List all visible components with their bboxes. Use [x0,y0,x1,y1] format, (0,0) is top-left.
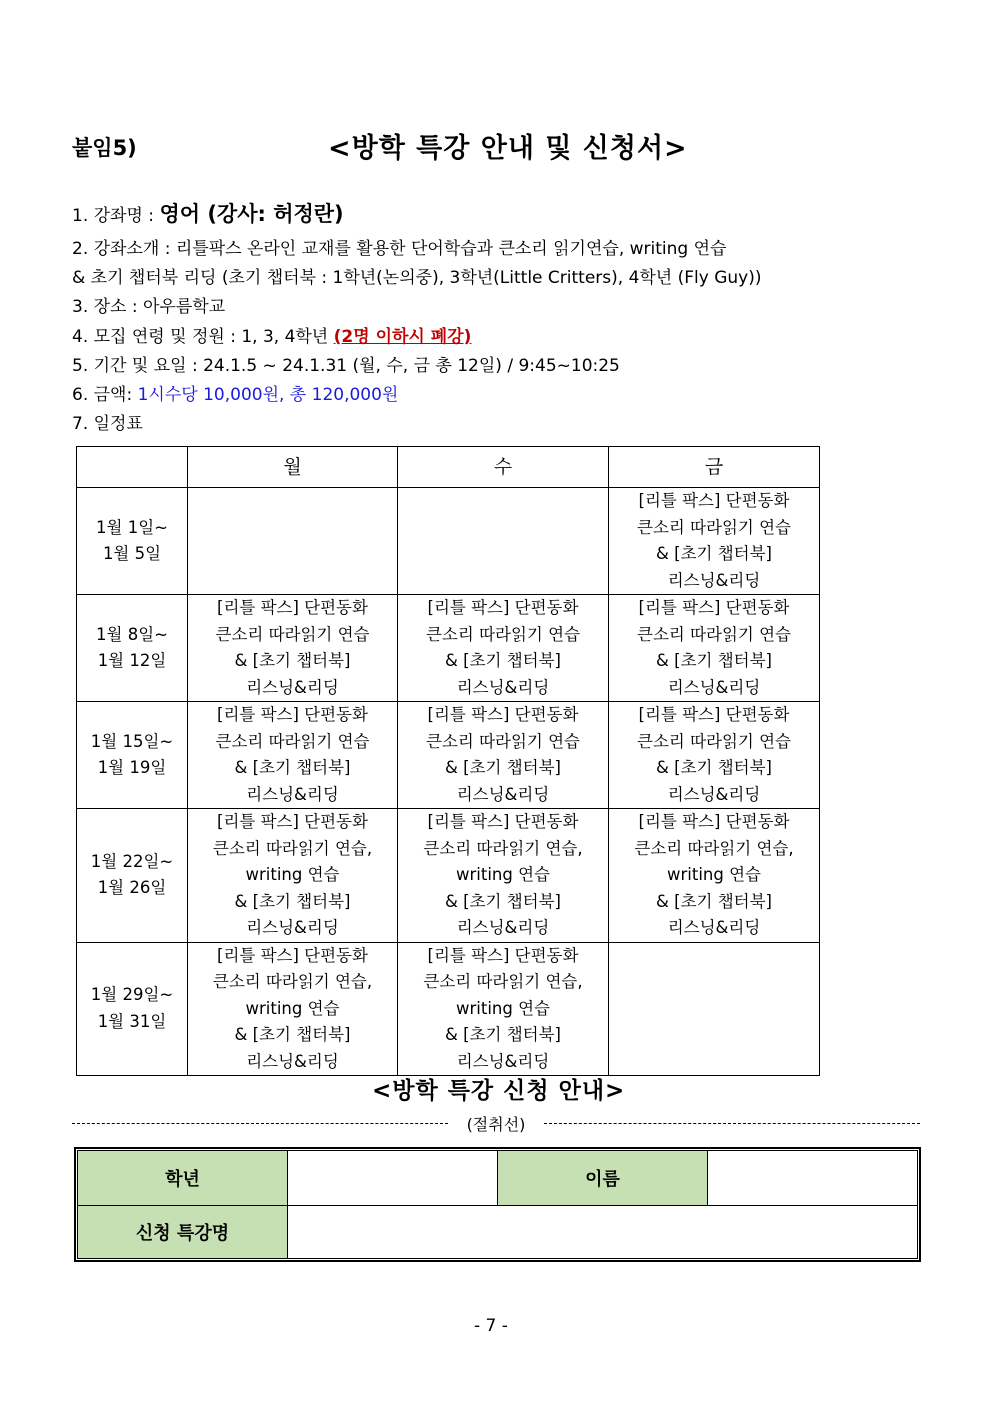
schedule-cell-line: [리틀 팍스] 단편동화 [427,598,579,617]
schedule-cell-line: 1월 19일 [97,758,167,777]
schedule-cell-line: & [초기 챕터북] [656,651,772,670]
course-intro-line-2: & 초기 챕터북 리딩 (초기 챕터북 : 1학년(논의중), 3학년(Little Critters), 4학년 (Fly Guy)) [72,268,762,288]
schedule-cell-line: 1월 5일 [102,544,162,563]
schedule-cell-line: writing 연습 [245,998,340,1018]
schedule-cell-line: & [초기 챕터북] [234,1025,351,1044]
schedule-wed-cell [398,702,609,809]
schedule-cell-line: 리스닝&리딩 [456,1051,550,1071]
schedule-cell-line: 큰소리 따라읽기 연습 [426,731,580,751]
name-label: 이름 [498,1151,708,1206]
schedule-cell-line: 리스닝&리딩 [456,918,550,937]
schedule-cell-line: 1월 8일~ [96,624,168,644]
schedule-wed-cell [398,942,609,1076]
schedule-cell-line: 1월 26일 [97,878,167,898]
attachment-label: 붙임5) [72,136,137,160]
schedule-week-cell [77,702,188,809]
schedule-mon-cell [188,942,398,1076]
schedule-cell-line: 리스닝&리딩 [667,570,761,590]
schedule-header-cell [77,447,188,488]
schedule-cell-line: 큰소리 따라읽기 연습 [215,731,370,751]
schedule-cell-line: 리스닝&리딩 [246,677,339,697]
course-apply-label: 신청 특강명 [78,1205,288,1259]
schedule-cell-line: [리틀 팍스] 단편동화 [217,945,368,965]
schedule-cell-line: 리스닝&리딩 [246,784,339,804]
schedule-row [77,702,820,809]
course-label: 1. 강좌명 : [72,206,160,226]
schedule-cell-line: & [초기 챕터북] [445,1025,561,1044]
schedule-cell-line: & [초기 챕터북] [656,891,772,911]
fee-value: 1시수당 10,000원, 총 120,000원 [137,385,399,405]
schedule-cell-line: 큰소리 따라읽기 연습, [212,972,373,991]
schedule-cell-line: 큰소리 따라읽기 연습 [426,624,580,644]
schedule-cell-line: 리스닝&리딩 [667,677,761,697]
schedule-cell-line: & [초기 챕터북] [656,758,772,777]
schedule-fri-cell [609,702,820,809]
schedule-cell-line: 리스닝&리딩 [246,918,339,937]
course-intro-line-1: 2. 강좌소개 : 리틀팍스 온라인 교재를 활용한 단어학습과 큰소리 읽기연습, writing 연습 [72,239,727,259]
schedule-week-cell [77,595,188,702]
schedule-table [76,446,820,1076]
schedule-cell-line: 리스닝&리딩 [246,1051,339,1071]
application-form [74,1147,921,1262]
schedule-cell-line: [리틀 팍스] 단편동화 [217,705,368,724]
period-line: 5. 기간 및 요일 : 24.1.5 ~ 24.1.31 (월, 수, 금 총 12일) / 9:45~10:25 [72,356,620,376]
schedule-cell-line: [리틀 팍스] 단편동화 [217,812,368,831]
schedule-cell-line: 1월 31일 [97,1011,167,1031]
schedule-cell-line: [리틀 팍스] 단편동화 [638,598,790,617]
application-title: <방학 특강 신청 안내> [372,1078,626,1104]
schedule-mon-cell [188,488,398,595]
recruit-line [72,322,471,347]
schedule-cell-line: writing 연습 [456,865,550,884]
schedule-cell-line: 큰소리 따라읽기 연습, [212,838,373,858]
schedule-cell-line: 1월 1일~ [96,517,168,537]
page-title: <방학 특강 안내 및 신청서> [328,133,688,164]
schedule-week-cell [77,488,188,595]
schedule-header-cell: 금 [609,447,820,488]
schedule-header-cell: 수 [398,447,609,488]
fee-label: 6. 금액: [72,385,138,405]
schedule-cell-line: & [초기 챕터북] [234,651,351,670]
recruit-label: 4. 모집 연령 및 정원 : 1, 3, 4학년 [72,327,334,347]
schedule-cell-line: 큰소리 따라읽기 연습 [637,624,791,644]
schedule-cell-line: [리틀 팍스] 단편동화 [638,705,790,724]
schedule-fri-cell [609,595,820,702]
schedule-cell-line: 1월 29일~ [90,985,174,1005]
schedule-cell-line: 큰소리 따라읽기 연습 [637,731,791,751]
schedule-cell-line: 큰소리 따라읽기 연습 [215,624,370,644]
application-table [77,1150,918,1259]
schedule-cell-line: & [초기 챕터북] [445,758,561,777]
schedule-cell-line: 큰소리 따라읽기 연습, [423,838,583,858]
schedule-cell-line: & [초기 챕터북] [656,544,772,563]
schedule-header-row [77,447,820,488]
fee-line [72,380,398,405]
cut-line-dash-left [72,1123,448,1124]
schedule-cell-line: [리틀 팍스] 단편동화 [217,598,368,617]
schedule-cell-line: [리틀 팍스] 단편동화 [427,705,579,724]
schedule-cell-line: [리틀 팍스] 단편동화 [427,812,579,831]
schedule-cell-line: & [초기 챕터북] [445,651,561,670]
course-apply-field[interactable] [288,1205,918,1259]
recruit-note: (2명 이하시 폐강) [333,327,472,347]
cut-line [72,1112,920,1134]
schedule-fri-cell [609,809,820,943]
schedule-cell-line: 1월 15일~ [90,731,174,751]
grade-field[interactable] [288,1151,498,1206]
schedule-cell-line: writing 연습 [667,865,761,884]
schedule-cell-line: [리틀 팍스] 단편동화 [638,491,790,510]
schedule-mon-cell [188,595,398,702]
schedule-row [77,595,820,702]
place-line: 3. 장소 : 아우름학교 [72,297,226,317]
course-name-line [72,198,344,228]
page-number: - 7 - [474,1316,508,1336]
schedule-row [77,942,820,1076]
schedule-week-cell [77,809,188,943]
cut-line-label: (절취선) [448,1112,544,1135]
course-name: 영어 (강사: 허정란) [159,202,344,226]
name-field[interactable] [708,1151,918,1206]
schedule-week-cell [77,942,188,1076]
schedule-cell-line: & [초기 챕터북] [234,758,351,777]
grade-label: 학년 [78,1151,288,1206]
schedule-cell-line: writing 연습 [456,998,550,1018]
schedule-cell-line: 리스닝&리딩 [667,918,761,937]
schedule-cell-line: & [초기 챕터북] [445,891,561,911]
schedule-cell-line: 리스닝&리딩 [456,784,550,804]
schedule-wed-cell [398,595,609,702]
schedule-cell-line: 큰소리 따라읽기 연습 [637,517,791,537]
schedule-cell-line: 큰소리 따라읽기 연습, [634,838,794,858]
schedule-label: 7. 일정표 [72,414,143,434]
schedule-fri-cell [609,942,820,1076]
schedule-cell-line: & [초기 챕터북] [234,891,351,911]
schedule-header-cell: 월 [188,447,398,488]
schedule-cell-line: 1월 12일 [97,651,167,670]
schedule-row [77,809,820,943]
schedule-cell-line: 리스닝&리딩 [667,784,761,804]
schedule-wed-cell [398,488,609,595]
schedule-cell-line: [리틀 팍스] 단편동화 [638,812,790,831]
schedule-row [77,488,820,595]
schedule-fri-cell [609,488,820,595]
schedule-cell-line: [리틀 팍스] 단편동화 [427,945,579,965]
schedule-cell-line: writing 연습 [245,865,340,884]
schedule-wed-cell [398,809,609,943]
schedule-mon-cell [188,809,398,943]
schedule-cell-line: 큰소리 따라읽기 연습, [423,972,583,991]
schedule-cell-line: 1월 22일~ [90,851,174,871]
cut-line-dash-right [544,1123,920,1124]
schedule-mon-cell [188,702,398,809]
schedule-cell-line: 리스닝&리딩 [456,677,550,697]
